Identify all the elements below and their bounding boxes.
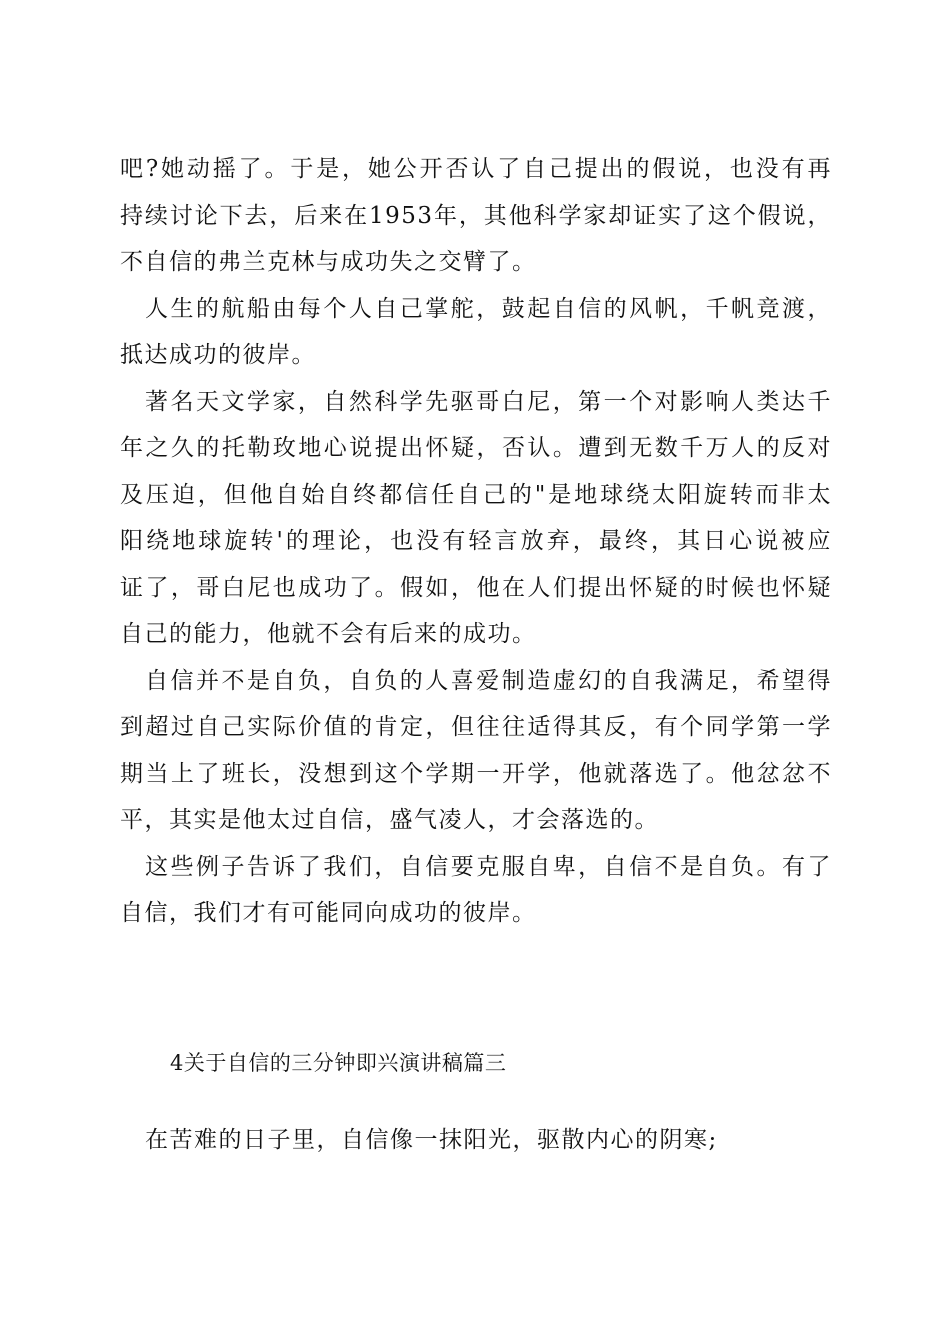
text-line: 期当上了班长，没想到这个学期一开学，他就落选了。他忿忿不 (120, 760, 832, 787)
text-line: 自己的能力，他就不会有后来的成功。 (120, 621, 537, 647)
paragraph-5 (120, 844, 832, 937)
text-line: 人生的航船由每个人自己掌舵，鼓起自信的风帆，千帆竞渡， (145, 295, 832, 322)
text-line: 不自信的弗兰克林与成功失之交臂了。 (120, 249, 537, 275)
text-line: 年之久的托勒玫地心说提出怀疑，否认。遭到无数千万人的反对 (120, 435, 832, 461)
text-line: 这些例子告诉了我们，自信要克服自卑，自信不是自负。有了 (145, 853, 832, 880)
paragraph-6: 在苦难的日子里，自信像一抹阳光，驱散内心的阴寒; (145, 1127, 718, 1153)
text-line: 及压迫，但他自始自终都信任自己的"是地球绕太阳旋转而非太 (120, 481, 832, 508)
text-line: 自信，我们才有可能同向成功的彼岸。 (120, 900, 537, 926)
text-line: 平，其实是他太过自信，盛气凌人，才会落选的。 (120, 807, 659, 833)
paragraph-1 (120, 146, 832, 286)
text-line: 吧?她动摇了。于是，她公开否认了自己提出的假说，也没有再 (120, 156, 832, 182)
paragraph-3 (120, 379, 832, 658)
text-line: 阳绕地球旋转'的理论，也没有轻言放弃，最终，其日心说被应 (120, 528, 832, 554)
text-line: 到超过自己实际价值的肯定，但往往适得其反，有个同学第一学 (120, 714, 832, 740)
paragraph-2 (120, 286, 832, 379)
text-line: 证了，哥白尼也成功了。假如，他在人们提出怀疑的时候也怀疑 (120, 574, 832, 601)
document-body (120, 146, 832, 937)
section-heading: 4关于自信的三分钟即兴演讲稿篇三 (170, 1051, 507, 1075)
text-line: 持续讨论下去，后来在1953年，其他科学家却证实了这个假说， (120, 202, 832, 229)
text-line: 著名天文学家，自然科学先驱哥白尼，第一个对影响人类达千 (145, 388, 832, 415)
text-line: 自信并不是自负，自负的人喜爱制造虚幻的自我满足，希望得 (145, 667, 832, 694)
text-line: 抵达成功的彼岸。 (120, 342, 316, 368)
paragraph-4 (120, 658, 832, 844)
